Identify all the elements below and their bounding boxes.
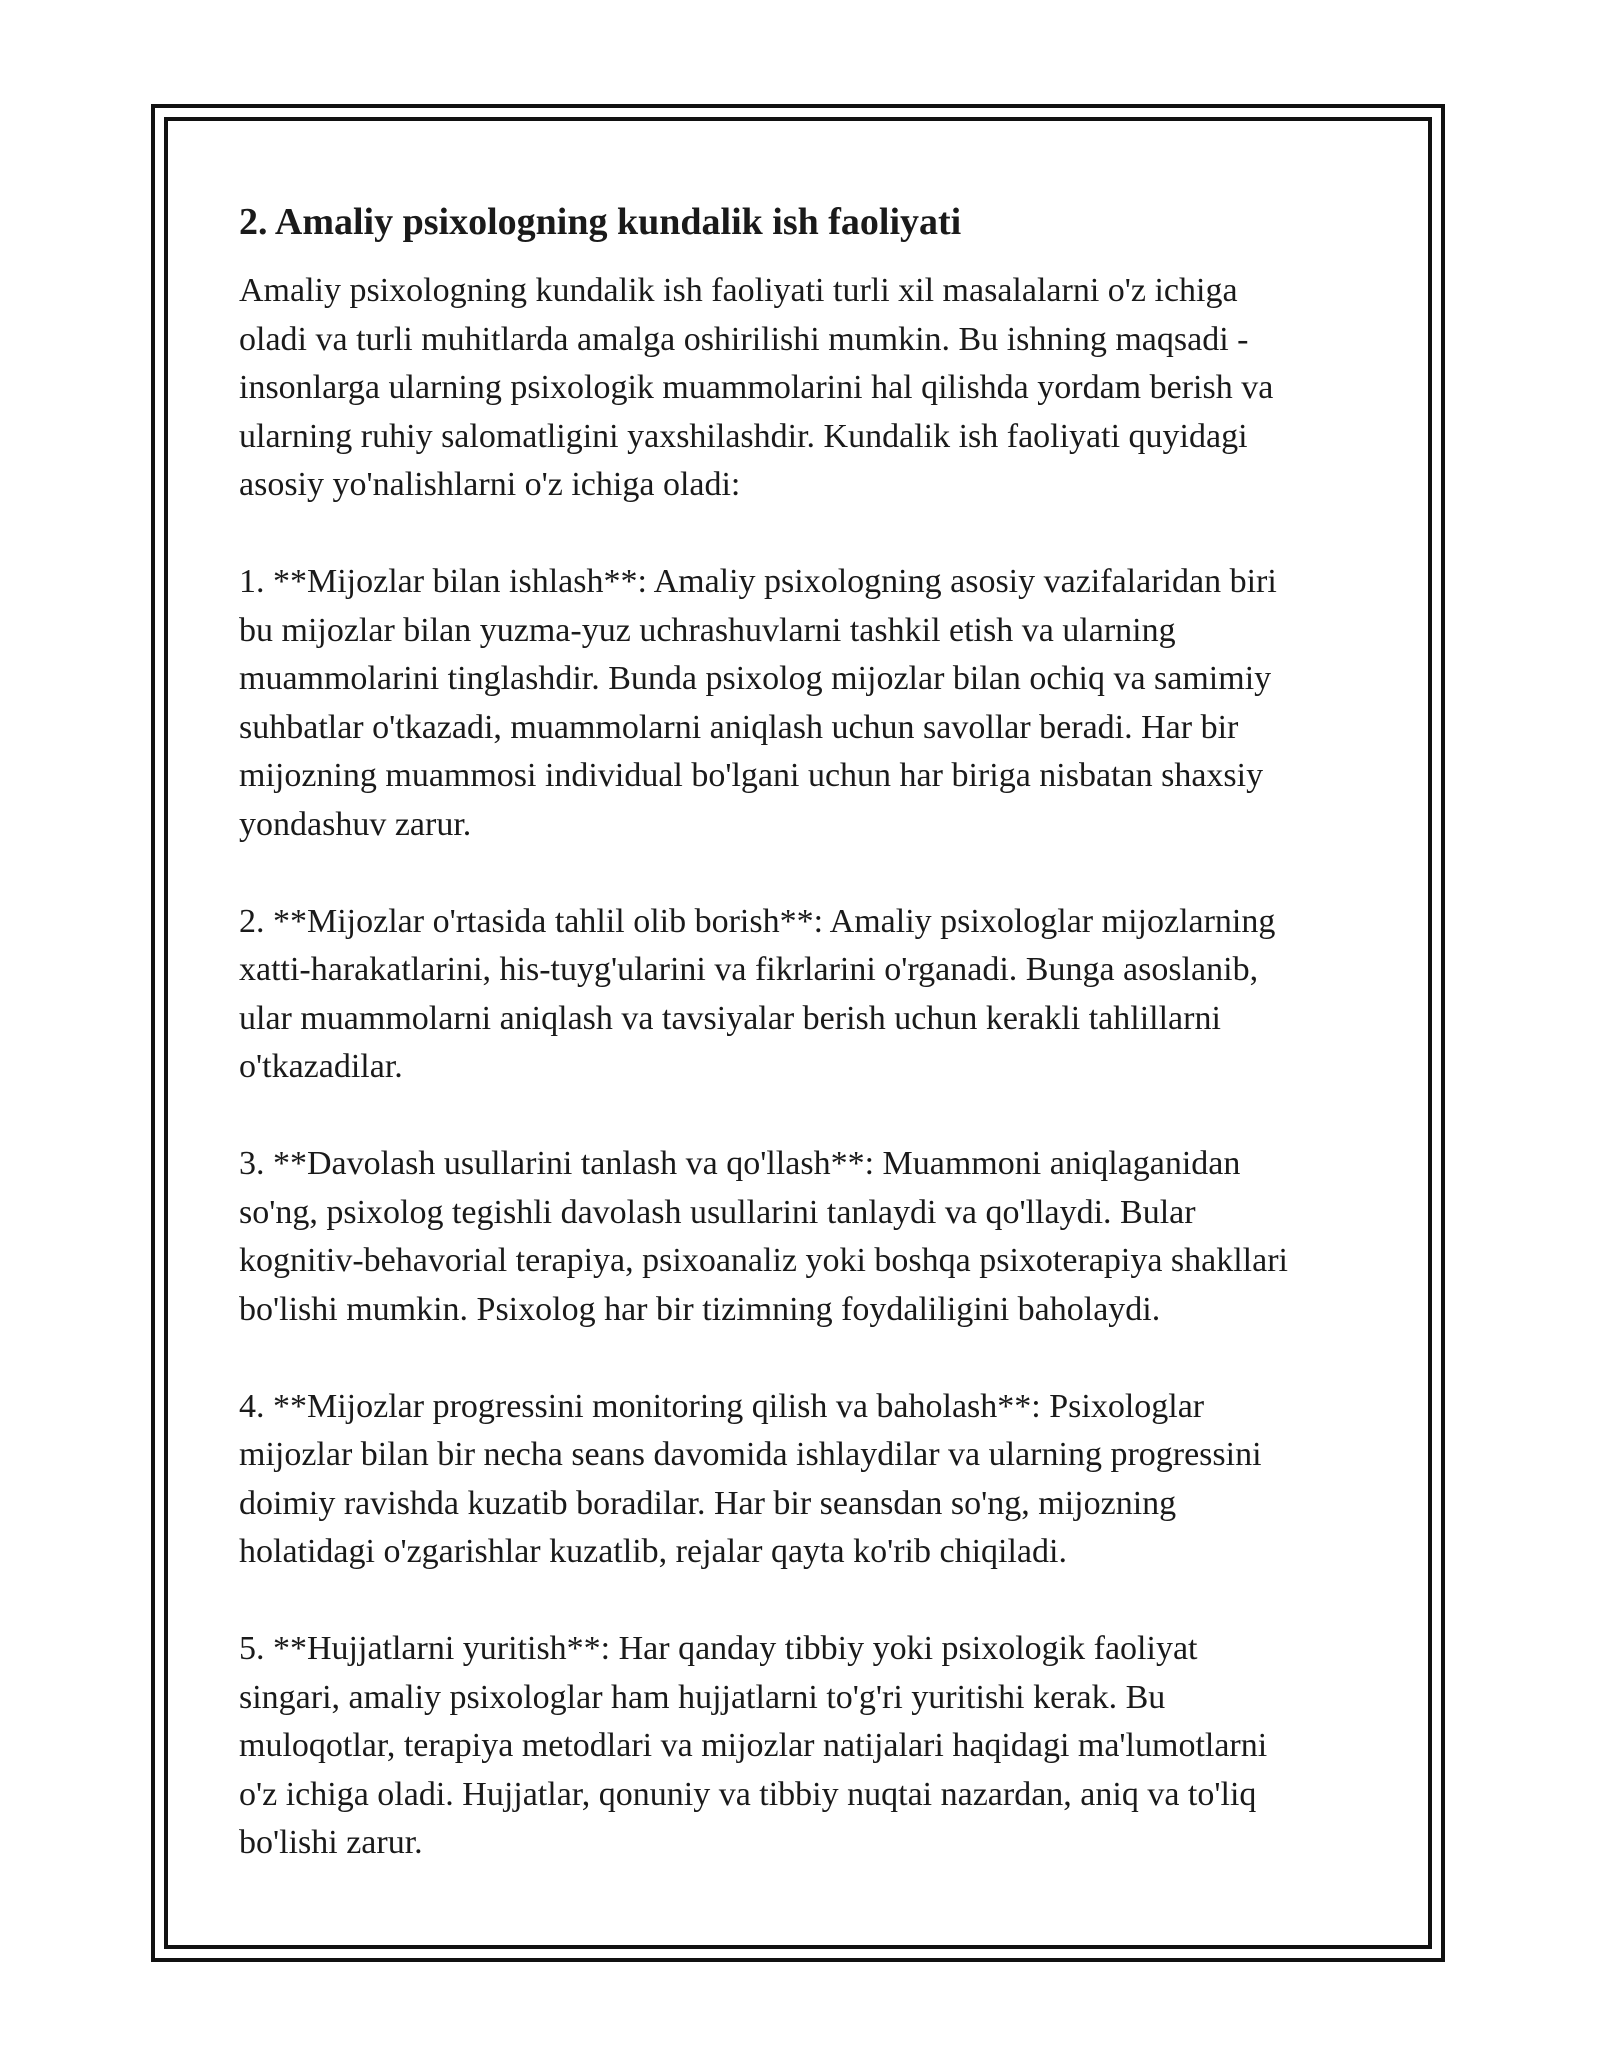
intro-paragraph [239,267,1389,510]
list-item-paragraph [239,558,1389,849]
document-body [239,199,1389,1868]
text-line: 5. **Hujjatlarni yuritish**: Har qanday tibbiy yoki psixologik faoliyat [239,1630,1198,1667]
text-line: holatidagi o'zgarishlar kuzatlib, rejalar qayta ko'rib chiqiladi. [239,1533,1067,1570]
page-border-inner [164,117,1432,1949]
text-line: insonlarga ularning psixologik muammolarini hal qilishda yordam berish va [239,369,1274,406]
text-line: singari, amaliy psixologlar ham hujjatlarni to'g'ri yuritishi kerak. Bu [239,1678,1166,1716]
list-item-paragraph [239,898,1389,1092]
text-line: o'tkazadilar. [239,1048,403,1085]
section-heading: 2. Amaliy psixologning kundalik ish faoliyati [239,201,962,243]
text-line: xatti-harakatlarini, his-tuyg'ularini va fikrlarini o'rganadi. Bunga asoslanib, [239,951,1259,988]
text-line: suhbatlar o'tkazadi, muammolarni aniqlash uchun savollar beradi. Har bir [239,708,1239,746]
text-line: oladi va turli muhitlarda amalga oshirilishi mumkin. Bu ishning maqsadi - [239,320,1249,358]
text-line: doimiy ravishda kuzatib boradilar. Har bir seansdan so'ng, mijozning [239,1484,1177,1522]
list-item-paragraph [239,1140,1389,1334]
text-line: ularning ruhiy salomatligini yaxshilashdir. Kundalik ish faoliyati quyidagi [239,417,1248,455]
text-line: o'z ichiga oladi. Hujjatlar, qonuniy va tibbiy nuqtai nazardan, aniq va to'liq [239,1775,1257,1813]
list-item-paragraph [239,1383,1389,1577]
list-item-paragraph [239,1625,1389,1868]
text-line: 1. **Mijozlar bilan ishlash**: Amaliy psixologning asosiy vazifalaridan biri [239,563,1277,600]
text-line: bo'lishi zarur. [239,1824,423,1861]
text-line: asosiy yo'nalishlarni o'z ichiga oladi: [239,466,741,503]
page-border-outer [151,104,1445,1962]
text-line: 3. **Davolash usullarini tanlash va qo'llash**: Muammoni aniqlaganidan [239,1145,1241,1182]
text-line: ular muammolarni aniqlash va tavsiyalar berish uchun kerakli tahlillarni [239,999,1221,1037]
text-line: mijozlar bilan bir necha seans davomida ishlaydilar va ularning progressini [239,1436,1262,1473]
text-line: muloqotlar, terapiya metodlari va mijozlar natijalari haqidagi ma'lumotlarni [239,1727,1268,1764]
text-line: mijozning muammosi individual bo'lgani uchun har biriga nisbatan shaxsiy [239,757,1264,794]
text-line: bu mijozlar bilan yuzma-yuz uchrashuvlarni tashkil etish va ularning [239,611,1176,649]
text-line: muammolarini tinglashdir. Bunda psixolog mijozlar bilan ochiq va samimiy [239,660,1272,697]
paragraph-list [239,267,1389,1868]
text-line: kognitiv-behavorial terapiya, psixoanaliz yoki boshqa psixoterapiya shakllari [239,1242,1288,1279]
text-line: 4. **Mijozlar progressini monitoring qilish va baholash**: Psixologlar [239,1387,1205,1425]
text-line: bo'lishi mumkin. Psixolog har bir tizimning foydaliligini baholaydi. [239,1290,1161,1328]
text-line: yondashuv zarur. [239,805,472,843]
text-line: so'ng, psixolog tegishli davolash usullarini tanlaydi va qo'llaydi. Bular [239,1193,1196,1231]
text-line: 2. **Mijozlar o'rtasida tahlil olib borish**: Amaliy psixologlar mijozlarning [239,902,1276,940]
text-line: Amaliy psixologning kundalik ish faoliyati turli xil masalalarni o'z ichiga [239,272,1238,309]
